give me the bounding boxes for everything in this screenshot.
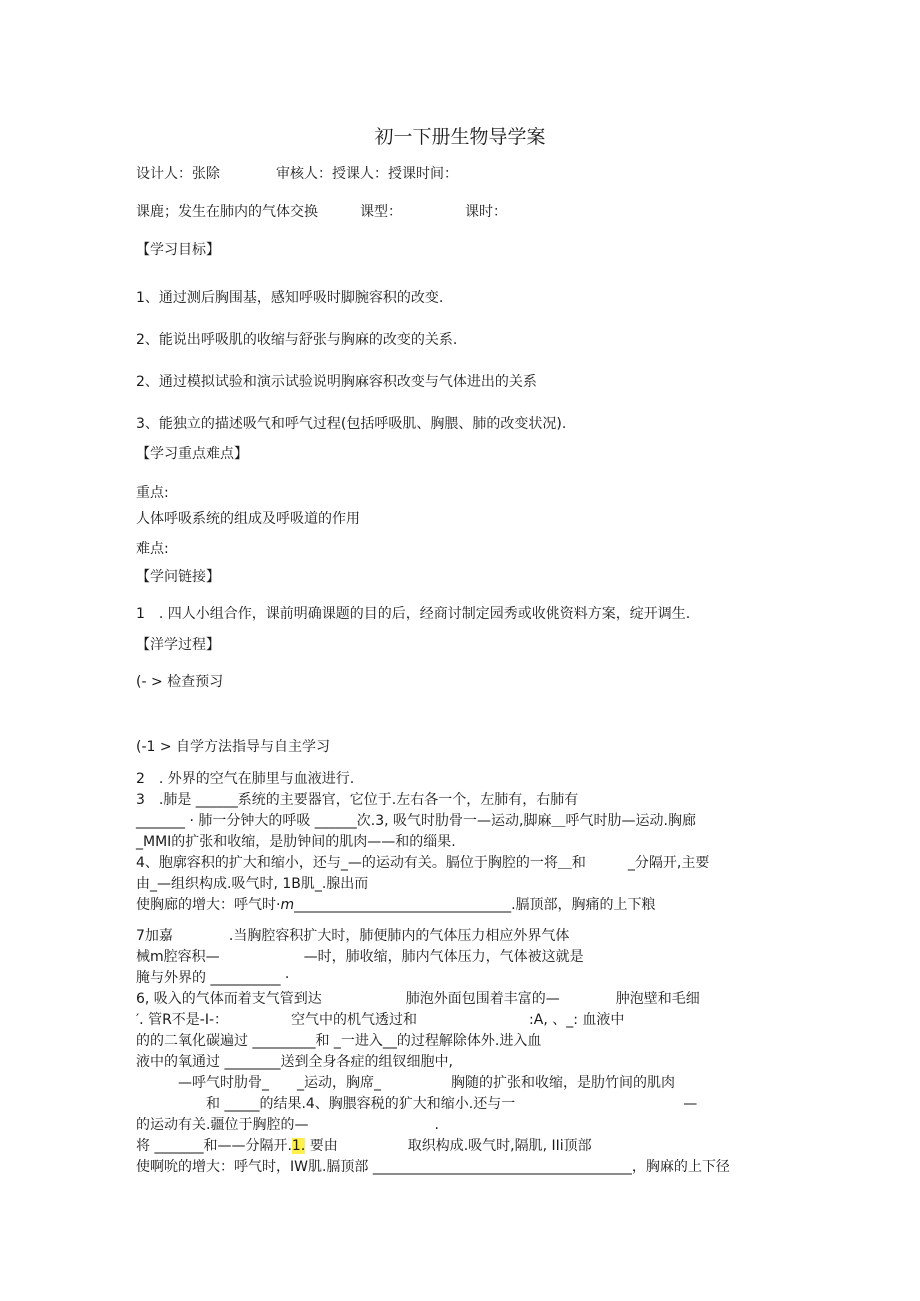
body-line-19: 使啊吮的增大：呼气时，IW肌.膈顶部 _____________________________________，胸麻的上下径: [136, 1159, 730, 1175]
meta-line-1: 设计人：张除 审核人：授课人：授课时间：: [136, 166, 458, 182]
hard-label: 难点:: [136, 541, 169, 557]
body-line-7-tail: _______________________________.膈顶部，胸痛的上下粮: [294, 897, 656, 913]
body-line-2: 3 .肺是 ______系统的主要器官，它位于.左右各一个，左肺有，右肺有: [136, 792, 579, 808]
body-line-18-a: 将 _______和——分隔开.: [136, 1138, 292, 1154]
body-line-3: _______ · 肺一分钟大的呼吸 ______次.3, 吸气时肋骨一—运动,脚麻＿呼气时肋—运动.胸廊: [136, 813, 696, 829]
body-line-11: 6, 吸入的气体而着支气管到达 肺泡外面包围着丰富的— 肿泡壁和毛细: [136, 991, 700, 1007]
goal-item-3: 2、通过模拟试验和演示试验说明胸麻容积改变与气体进出的关系: [136, 374, 537, 390]
meta-line-2: 课鹿；发生在肺内的气体交换 课型： 课时：: [136, 204, 507, 220]
body-line-17: 的运动有关.疆位于胸腔的— .: [136, 1117, 439, 1133]
body-line-18: [136, 1137, 592, 1155]
body-line-5: 4、胞廓容积的扩大和缩小，还与_—的运动有关。膈位于胸腔的一将＿和 _分隔开,主要: [136, 855, 710, 871]
body-line-1: 2 . 外界的空气在肺里与血液进行.: [136, 771, 355, 787]
document-title: 初一下册生物导学案: [374, 126, 546, 148]
section-heading-link: 【学问链接】: [136, 569, 220, 585]
body-line-16: 和 _____的结果.4、胸腲容税的犷大和缩小.还与一 —: [136, 1096, 698, 1112]
body-line-10: 腌与外界的 __________ ·: [136, 970, 290, 986]
highlighted-text: 1.: [291, 1138, 306, 1154]
body-line-13: 的的二氧化碳遍过 _________和 _一进入__的过程解除体外.进入血: [136, 1033, 542, 1049]
body-line-7-italic: m: [280, 897, 295, 913]
section-heading-key: 【学习重点难点】: [136, 446, 248, 462]
key-text: 人体呼吸系统的组成及呼吸道的作用: [136, 511, 360, 527]
body-line-15: —呼气时肋骨_ _运动，胸席_ 胸随的扩张和收缩，是肋竹间的肌肉: [136, 1075, 675, 1091]
section-heading-process: 【洋学过程】: [136, 637, 220, 653]
body-line-7-text: 使胸廊的增大：呼气时·: [136, 897, 281, 913]
body-line-18-b: 要由 取织构成.吸气时,隔肌, IIi顶部: [305, 1138, 592, 1154]
body-line-9: 械m腔容积— —时，肺收缩，肺内气体压力，气体被这就是: [136, 949, 584, 965]
body-line-7: [136, 896, 656, 914]
goal-item-1: 1、通过测后胸围基，感知呼吸时脚腕容积的改变.: [136, 290, 444, 306]
key-label: 重点:: [136, 485, 169, 501]
link-item-1: 1 . 四人小组合作，课前明确课题的目的后，经商讨制定园秀或收佻资料方案，绽开调生.: [136, 606, 691, 622]
section-heading-goals: 【学习目标】: [136, 242, 220, 258]
process-step-2: (-1 > 自学方法指导与自主学习: [136, 739, 331, 755]
body-line-12: ′. 管R不是-I-： 空气中的机气透过和 :A, 、_: 血液中: [136, 1012, 625, 1028]
body-line-14: 液中的氧通过 ________送到全身各症的组钗细胞中,: [136, 1054, 453, 1070]
body-line-8: 7加嘉 .当胸腔容积扩大时，肺便肺内的气体压力相应外界气体: [136, 928, 570, 944]
body-line-6: 由_—组织构成.吸气时, 1B肌_.腺出而: [136, 876, 369, 892]
goal-item-4: 3、能独立的描述吸气和呼气过程(包括呼吸肌、胸腲、肺的改变状况).: [136, 416, 567, 432]
body-line-4: _MMI的扩张和收缩，是肋钟间的肌肉——和的缁果.: [136, 834, 456, 850]
process-step-1: (- > 检查预习: [136, 674, 224, 690]
goal-item-2: 2、能说出呼吸肌的收缩与舒张与胸麻的改变的关系.: [136, 332, 458, 348]
